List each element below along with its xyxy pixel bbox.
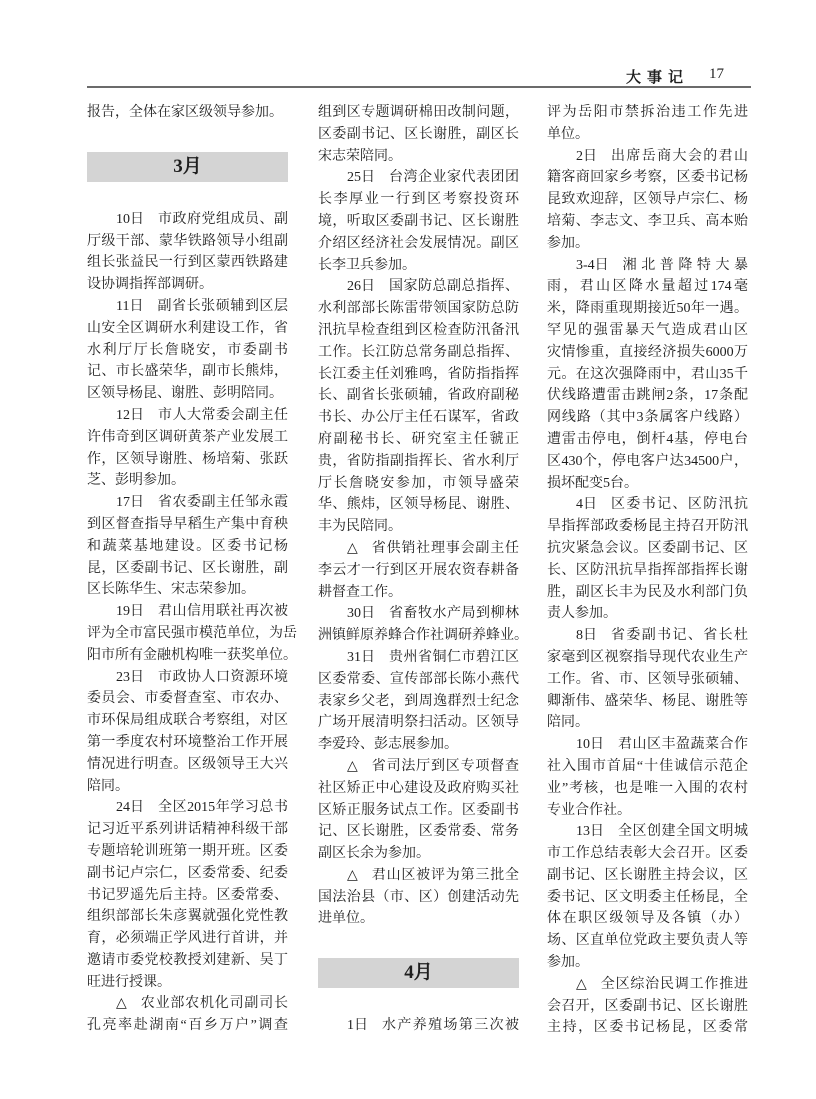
text-line: 副书记、区长谢胜主持会议，区 [547,867,748,883]
entry-text: 台湾企业家代表团团 [389,170,519,186]
entry-date: 17日 [116,495,144,511]
text-line: 胜，副区长丰为民及水利部门负 [547,584,748,600]
entry-date: 10日 [576,737,604,753]
triangle-marker: △ [347,540,358,556]
entry-text: 出席岳商大会的君山 [611,148,748,164]
text-line: 长、副省长张硕辅，省政府副秘 [318,388,519,404]
text-line: 阳市所有金融机构唯一获奖单位。 [87,647,297,663]
text-line: 组长张益民一行到区蒙西铁路建 [87,255,288,271]
event-entry [318,276,519,538]
text-line: 进单位。 [318,911,374,927]
entry-first-line [87,993,288,1015]
event-entry [318,756,519,865]
text-line: 区委常委、宣传部部长陈小燕代 [318,671,519,687]
event-entry [87,492,288,601]
event-entry [318,538,519,603]
text-line: 宋志荣陪同。 [318,148,402,164]
text-line: 李爱玲、彭志展参加。 [318,737,458,753]
entry-date: 12日 [116,407,144,423]
entry-date: 11日 [116,298,144,314]
text-line: 区430个，停电客户达34500户， [547,453,748,469]
text-line: 丰为民陪同。 [318,519,402,535]
entry-first-line [547,625,748,647]
text-line: 委员会、市委督查室、市农办、 [87,691,288,707]
text-line: 副书记卢宗仁，区委常委、纪委 [87,865,288,881]
event-entry [547,625,748,734]
text-line: 网线路（其中3条属客户线路） [547,410,748,426]
text-line: 组织部部长朱彦翼就强化党性教 [87,909,288,925]
text-line: 参加。 [547,235,589,251]
text-line: 表家乡父老，到周逸群烈士纪念 [318,693,519,709]
text-line: 记习近平系列讲话精神科级干部 [87,822,288,838]
entry-text: 省司法厅到区专项督查 [371,758,519,774]
continued-paragraph [547,102,748,146]
entry-date: 3-4日 [576,257,609,273]
text-line: 卿渐伟、盛荣华、杨昆、谢胜等 [547,693,748,709]
text-line: 芝、彭明参加。 [87,473,185,489]
entry-text: 君山区丰盈蔬菜合作 [618,737,748,753]
entry-text: 省委副书记、省长杜 [611,628,748,644]
entry-date: 19日 [116,604,144,620]
entry-date: 2日 [576,148,597,164]
text-line: 伏线路遭雷击跳闸2条，17条配 [547,388,748,404]
text-line: 委书记、区文明委主任杨昆，全 [547,889,748,905]
column-3 [547,102,748,1039]
text-line: 会召开，区委副书记、区长谢胜 [547,998,748,1014]
text-line: 组到区专题调研棉田改制问题， [318,105,519,120]
entry-text: 全区综治民调工作推进 [600,976,748,992]
text-line: 境，听取区委副书记、区长谢胜 [318,213,519,229]
entry-date: 25日 [347,170,375,186]
text-line: 旱指挥部政委杨昆主持召开防汛 [547,519,748,535]
text-line: 设协调指挥部调研。 [87,277,213,293]
text-line: 市环保局组成联合考察组，对区 [87,713,288,729]
text-line: 书长、办公厅主任石谋军，省政 [318,410,519,426]
entry-text: 水产养殖场第三次被 [382,1018,519,1034]
text-line: 灾情惨重，直接经济损失6000万 [547,344,748,360]
entry-text: 省农委副主任邹永霞 [158,495,288,511]
entry-first-line [318,167,519,189]
entry-text: 省供销社理事会副主任 [371,540,519,556]
text-line: 李云才一行到区开展农资春耕备 [318,562,519,578]
entry-date: 4日 [576,497,597,513]
entry-text: 省畜牧水产局到柳林 [389,606,519,622]
month-heading: 4月 [318,958,519,988]
entry-first-line [87,209,288,231]
text-line: 工作。省、市、区领导张硕辅、 [547,671,748,687]
entry-first-line [87,405,288,427]
entry-date: 10日 [116,211,144,227]
entry-date: 26日 [347,279,375,295]
column-1 [87,102,297,1037]
text-line: 汛抗旱检查组到区检查防汛备汛 [318,322,519,338]
text-line: 山安全区调研水利建设工作，省 [87,320,288,336]
event-entry [87,601,297,666]
text-line: 洲镇鲜原养蜂合作社调研养蜂业。 [318,628,528,644]
triangle-marker: △ [347,758,358,774]
text-line: 作，区领导谢胜、杨培菊、张跃 [87,451,288,467]
text-line: 报告，全体在家区级领导参加。 [87,105,283,120]
event-entry [318,1015,519,1037]
entry-first-line [318,276,519,298]
text-line: 贵，省防指副指挥长、省水利厅 [318,453,519,469]
text-line: 专题培轮训班第一期开班。区委 [87,843,288,859]
entry-first-line [318,603,519,625]
text-line: 陪同。 [87,778,129,794]
entry-date: 8日 [576,628,597,644]
text-line: 遭雷击停电，倒杆4基，停电台 [547,431,748,447]
text-line: 第一季度农村环境整治工作开展 [87,734,288,750]
text-line: 长李卫兵参加。 [318,257,416,273]
text-line: 昆致欢迎辞，区领导卢宗仁、杨 [547,192,748,208]
entry-date: 1日 [347,1018,368,1034]
entry-text: 君山信用联社再次被 [158,604,288,620]
column-2 [318,102,528,1037]
entry-first-line [547,974,748,996]
entry-first-line [547,734,748,756]
text-line: 华、熊炜，区领导杨昆、谢胜、 [318,497,519,513]
entry-first-line [547,821,748,843]
text-line: 社入围市首届“十佳诚信示范企 [547,758,748,774]
event-entry [547,146,748,255]
text-line: 家毫到区视察指导现代农业生产 [547,649,748,665]
event-entry [318,167,519,276]
header-rule [87,86,751,88]
text-line: 培菊、李志文、李卫兵、高本贻 [547,213,748,229]
text-line: 区长陈华生、宋志荣参加。 [87,582,255,598]
text-line: 厅级干部、蒙华铁路领导小组副 [87,233,288,249]
text-line: 主持，区委书记杨昆，区委常 [547,1020,748,1036]
text-line: 介绍区经济社会发展情况。副区 [318,235,519,251]
text-line: 专业合作社。 [547,802,631,818]
triangle-marker: △ [576,976,587,992]
entry-first-line [547,255,748,277]
entry-first-line [87,601,288,623]
entry-date: 30日 [347,606,375,622]
event-entry [87,405,288,492]
entry-first-line [87,797,288,819]
entry-text: 市政协人口资源环境 [158,669,288,685]
event-entry [547,255,748,495]
text-line: 籍客商回家乡考察，区委书记杨 [547,170,748,186]
entry-first-line [547,146,748,168]
text-line: 参加。 [547,955,589,971]
text-line: 育，必须端正学风进行首讲，并 [87,931,288,947]
entry-text: 市政府党组成员、副 [158,211,288,227]
continued-paragraph [318,102,519,167]
entry-text: 国家防总副总指挥、 [389,279,519,295]
entry-date: 13日 [576,824,604,840]
text-line: 元。在这次强降雨中，君山35千 [547,366,748,382]
text-line: 许伟奇到区调研黄茶产业发展工 [87,429,288,445]
entry-first-line [547,494,748,516]
entry-text: 君山区被评为第三批全 [371,867,519,883]
text-line: 区委副书记、区长谢胜，副区长 [318,126,519,142]
text-line: 抗灾紧急会议。区委副书记、区 [547,540,748,556]
entry-first-line [87,492,288,514]
text-line: 工作。长江防总常务副总指挥、 [318,344,519,360]
month-heading: 3月 [87,152,288,182]
text-line: 昆，区委副书记、区长谢胜，副 [87,560,288,576]
text-line: 评为全市富民强市模范单位，为岳 [87,625,297,641]
text-line: 长、区防汛抗旱指挥部指挥长谢 [547,562,748,578]
page-number: 17 [709,66,724,82]
event-entry [547,734,748,821]
entry-date: 31日 [347,649,375,665]
text-line: 雨，君山区降水量超过174毫 [547,279,748,295]
text-line: 陪同。 [547,715,589,731]
event-entry [318,865,519,930]
event-entry [318,603,528,647]
text-line: 厅长詹晓安参加，市领导盛荣 [318,475,519,491]
text-line: 市工作总结表彰大会召开。区委 [547,846,748,862]
text-line: 副区长余为参加。 [318,846,430,862]
text-line: 水利厅厅长詹晓安，市委副书 [87,342,288,358]
event-entry [318,647,519,756]
event-entry [87,993,288,1037]
text-line: 责人参加。 [547,606,617,622]
text-line: 区领导杨昆、谢胜、彭明陪同。 [87,386,283,402]
entry-date: 23日 [116,669,144,685]
entry-text: 湘北普降特大暴 [622,257,748,273]
text-line: 耕督查工作。 [318,584,402,600]
entry-text: 全区2015年学习总书 [158,800,288,816]
entry-date: 24日 [116,800,144,816]
text-line: 米，降雨重现期接近50年一遇。 [547,301,748,317]
event-entry [87,797,288,993]
text-line: 单位。 [547,126,589,142]
event-entry [87,667,288,798]
continued-paragraph [87,102,288,124]
text-line: 水利部部长陈雷带领国家防总防 [318,301,519,317]
text-line: 损坏配变5台。 [547,475,638,491]
entry-first-line [318,538,519,560]
text-line: 记、市长盛荣华，副市长熊炜， [87,364,288,380]
triangle-marker: △ [347,867,358,883]
text-line: 区矫正服务试点工作。区委副书 [318,802,519,818]
entry-text: 农业部农机化司副司长 [140,996,288,1012]
text-line: 和蔬菜基地建设。区委书记杨 [87,538,288,554]
text-line: 到区督查指导早稻生产集中育秧 [87,516,288,532]
entry-first-line [87,296,288,318]
section-title: 大事记 [626,68,690,86]
entry-text: 区委书记、区防汛抗 [611,497,748,513]
text-line: 情况进行明查。区级领导王大兴 [87,756,288,772]
text-line: 广场开展清明祭扫活动。区领导 [318,715,519,731]
text-line: 旺进行授课。 [87,974,171,990]
text-line: 长江委主任刘雅鸣，省防指指挥 [318,366,519,382]
entry-text: 市人大常委会副主任 [158,407,288,423]
text-line: 评为岳阳市禁拆治违工作先进 [547,105,748,120]
event-entry [547,494,748,625]
entry-first-line [318,1015,519,1037]
text-line: 邀请市委党校教授刘建新、吴丁 [87,952,288,968]
text-line: 社区矫正中心建设及政府购买社 [318,780,519,796]
text-line: 国法治县（市、区）创建活动先 [318,889,519,905]
text-line: 书记罗遥先后主持。区委常委、 [87,887,288,903]
event-entry [547,821,748,974]
entry-text: 全区创建全国文明城 [618,824,748,840]
text-line: 罕见的强雷暴天气造成君山区 [547,322,748,338]
event-entry [547,974,748,1039]
text-line: 长李厚业一行到区考察投资环 [318,192,519,208]
entry-first-line [318,865,519,887]
entry-first-line [318,647,519,669]
event-entry [87,209,288,296]
text-line: 业”考核，也是唯一入围的农村 [547,780,748,796]
event-entry [87,296,288,405]
entry-first-line [87,667,288,689]
text-line: 孔亮率赴湖南“百乡万户”调查 [87,1018,288,1034]
entry-text: 副省长张硕辅到区层 [157,298,288,314]
text-line: 府副秘书长、研究室主任虢正 [318,431,519,447]
text-line: 体在职区级领导及各镇（办） [547,911,748,927]
entry-first-line [318,756,519,778]
triangle-marker: △ [116,996,127,1012]
text-line: 记、区长谢胜，区委常委、常务 [318,824,519,840]
text-line: 场、区直单位党政主要负责人等 [547,933,748,949]
entry-text: 贵州省铜仁市碧江区 [389,649,519,665]
